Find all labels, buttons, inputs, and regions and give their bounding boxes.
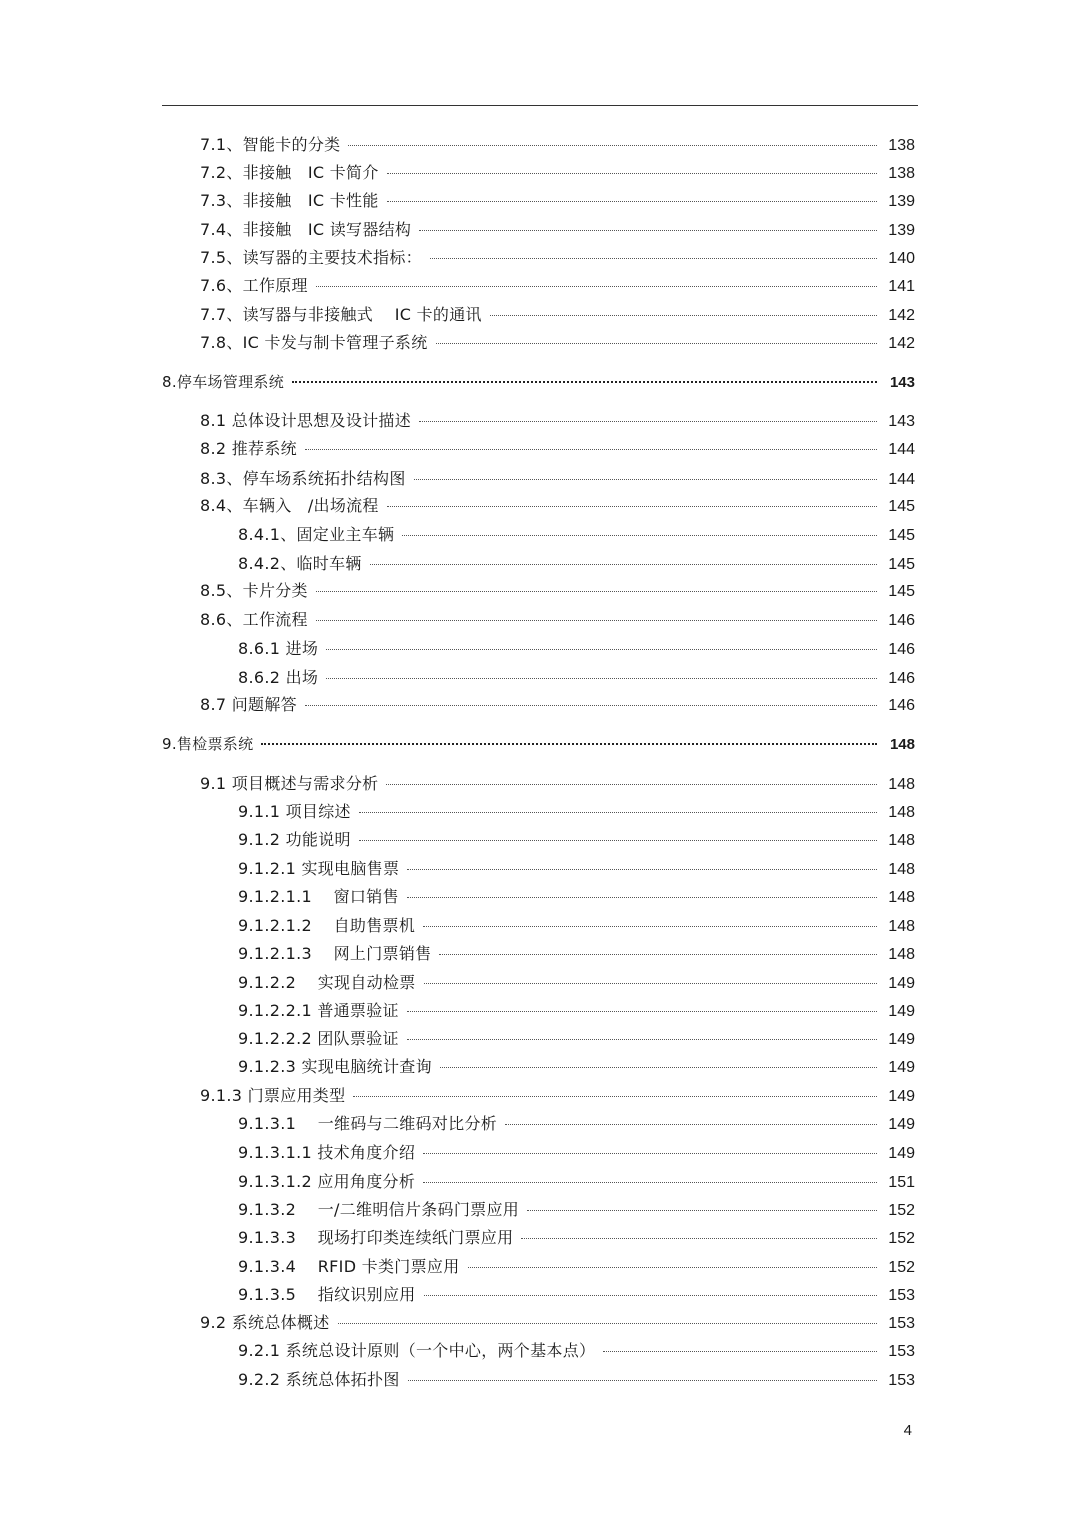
toc-entry-page: 141 bbox=[888, 278, 915, 295]
toc-dot-leader bbox=[407, 896, 877, 898]
toc-entry-row[interactable] bbox=[238, 971, 915, 995]
toc-entry-row[interactable] bbox=[238, 637, 915, 661]
toc-entry-label: 7.7、读写器与非接触式 IC 卡的通讯 bbox=[200, 305, 482, 324]
toc-dot-leader bbox=[387, 505, 877, 507]
toc-entry-row[interactable] bbox=[238, 885, 915, 909]
toc-dot-leader bbox=[419, 420, 877, 422]
toc-dot-leader bbox=[407, 1010, 877, 1012]
toc-entry-label: 9.1.3.4 RFID 卡类门票应用 bbox=[238, 1257, 460, 1276]
toc-entry-label: 8.1 总体设计思想及设计描述 bbox=[200, 411, 412, 430]
toc-entry-row[interactable] bbox=[200, 1311, 915, 1335]
toc-entry-row[interactable] bbox=[200, 189, 915, 213]
toc-entry-page: 151 bbox=[888, 1174, 915, 1191]
toc-dot-leader bbox=[370, 563, 877, 565]
toc-entry-label: 9.售检票系统 bbox=[162, 735, 254, 753]
toc-entry-page: 148 bbox=[888, 804, 915, 821]
toc-entry-label: 8.停车场管理系统 bbox=[162, 373, 285, 391]
toc-dot-leader bbox=[292, 380, 877, 383]
toc-entry-label: 9.2.2 系统总体拓扑图 bbox=[238, 1370, 400, 1389]
toc-entry-page: 152 bbox=[888, 1202, 915, 1219]
toc-entry-row[interactable] bbox=[238, 552, 915, 576]
toc-entry-page: 148 bbox=[888, 946, 915, 963]
toc-entry-page: 138 bbox=[888, 137, 915, 154]
toc-dot-leader bbox=[424, 1294, 877, 1296]
toc-chapter-row[interactable] bbox=[162, 732, 915, 756]
toc-entry-label: 7.2、非接触 IC 卡简介 bbox=[200, 163, 379, 182]
toc-entry-row[interactable] bbox=[200, 467, 915, 491]
toc-entry-page: 149 bbox=[888, 975, 915, 992]
toc-entry-page: 148 bbox=[888, 861, 915, 878]
toc-entry-row[interactable] bbox=[200, 246, 915, 270]
toc-entry-row[interactable] bbox=[200, 303, 915, 327]
toc-entry-row[interactable] bbox=[200, 161, 915, 185]
toc-dot-leader bbox=[305, 448, 877, 450]
toc-entry-label: 8.2 推荐系统 bbox=[200, 439, 297, 458]
toc-entry-label: 9.1.2.2.2 团队票验证 bbox=[238, 1029, 399, 1048]
toc-entry-label: 8.3、停车场系统拓扑结构图 bbox=[200, 469, 406, 488]
toc-entry-label: 8.4.2、临时车辆 bbox=[238, 554, 362, 573]
toc-entry-page: 153 bbox=[888, 1372, 915, 1389]
toc-entry-row[interactable] bbox=[200, 608, 915, 632]
toc-entry-page: 143 bbox=[889, 374, 915, 391]
toc-dot-leader bbox=[408, 1379, 877, 1381]
toc-dot-leader bbox=[387, 172, 877, 174]
toc-entry-row[interactable] bbox=[238, 1055, 915, 1079]
toc-entry-label: 7.8、IC 卡发与制卡管理子系统 bbox=[200, 333, 428, 352]
toc-entry-row[interactable] bbox=[200, 409, 915, 433]
toc-entry-page: 146 bbox=[888, 670, 915, 687]
toc-entry-label: 9.1.3 门票应用类型 bbox=[200, 1086, 346, 1105]
toc-entry-page: 144 bbox=[888, 441, 915, 458]
toc-dot-leader bbox=[316, 285, 877, 287]
toc-entry-row[interactable] bbox=[200, 274, 915, 298]
toc-entry-page: 146 bbox=[888, 641, 915, 658]
toc-entry-row[interactable] bbox=[238, 523, 915, 547]
toc-entry-row[interactable] bbox=[200, 133, 915, 157]
toc-entry-label: 9.1.2.2 实现自动检票 bbox=[238, 973, 416, 992]
toc-entry-row[interactable] bbox=[238, 1027, 915, 1051]
toc-entry-page: 145 bbox=[888, 498, 915, 515]
toc-dot-leader bbox=[305, 704, 877, 706]
toc-dot-leader bbox=[423, 925, 877, 927]
toc-entry-row[interactable] bbox=[238, 1368, 915, 1392]
toc-dot-leader bbox=[359, 839, 877, 841]
toc-dot-leader bbox=[353, 1095, 877, 1097]
toc-entry-page: 153 bbox=[888, 1315, 915, 1332]
toc-dot-leader bbox=[419, 229, 877, 231]
toc-entry-label: 7.4、非接触 IC 读写器结构 bbox=[200, 220, 412, 239]
toc-entry-row[interactable] bbox=[238, 914, 915, 938]
toc-dot-leader bbox=[468, 1266, 877, 1268]
toc-entry-label: 9.1.1 项目综述 bbox=[238, 802, 351, 821]
toc-entry-row[interactable] bbox=[238, 857, 915, 881]
toc-dot-leader bbox=[490, 314, 877, 316]
toc-entry-label: 9.1.2.2.1 普通票验证 bbox=[238, 1001, 399, 1020]
toc-entry-label: 9.1.3.1.1 技术角度介绍 bbox=[238, 1143, 416, 1162]
toc-chapter-row[interactable] bbox=[162, 370, 915, 394]
toc-dot-leader bbox=[439, 953, 877, 955]
toc-entry-page: 149 bbox=[888, 1003, 915, 1020]
toc-entry-row[interactable] bbox=[238, 1141, 915, 1165]
toc-entry-row[interactable] bbox=[238, 942, 915, 966]
toc-entry-row[interactable] bbox=[238, 1283, 915, 1307]
toc-entry-page: 148 bbox=[888, 889, 915, 906]
toc-entry-row[interactable] bbox=[238, 999, 915, 1023]
toc-entry-page: 139 bbox=[888, 193, 915, 210]
toc-entry-label: 9.1.3.1 一维码与二维码对比分析 bbox=[238, 1114, 498, 1133]
toc-entry-page: 153 bbox=[888, 1287, 915, 1304]
toc-dot-leader bbox=[359, 811, 877, 813]
toc-entry-label: 8.5、卡片分类 bbox=[200, 581, 308, 600]
toc-entry-row[interactable] bbox=[238, 828, 915, 852]
toc-entry-page: 140 bbox=[888, 250, 915, 267]
toc-entry-label: 8.7 问题解答 bbox=[200, 695, 297, 714]
toc-entry-page: 149 bbox=[888, 1088, 915, 1105]
toc-entry-page: 149 bbox=[888, 1116, 915, 1133]
toc-entry-label: 9.1.2.1.3 网上门票销售 bbox=[238, 944, 432, 963]
toc-entry-page: 142 bbox=[888, 335, 915, 352]
toc-dot-leader bbox=[430, 257, 877, 259]
toc-dot-leader bbox=[436, 342, 877, 344]
toc-entry-page: 143 bbox=[888, 413, 915, 430]
toc-dot-leader bbox=[407, 868, 877, 870]
toc-entry-page: 152 bbox=[888, 1259, 915, 1276]
toc-entry-page: 149 bbox=[888, 1031, 915, 1048]
toc-entry-label: 9.1.2.1 实现电脑售票 bbox=[238, 859, 400, 878]
toc-dot-leader bbox=[261, 742, 877, 745]
toc-entry-page: 146 bbox=[888, 697, 915, 714]
toc-entry-page: 149 bbox=[888, 1059, 915, 1076]
toc-entry-row[interactable] bbox=[200, 331, 915, 355]
toc-dot-leader bbox=[326, 648, 877, 650]
toc-entry-row[interactable] bbox=[238, 1339, 915, 1363]
toc-entry-page: 153 bbox=[888, 1343, 915, 1360]
toc-entry-row[interactable] bbox=[200, 1084, 915, 1108]
toc-entry-row[interactable] bbox=[238, 1226, 915, 1250]
toc-entry-label: 8.6、工作流程 bbox=[200, 610, 308, 629]
toc-entry-label: 9.1.3.2 一/二维明信片条码门票应用 bbox=[238, 1200, 520, 1219]
toc-dot-leader bbox=[505, 1123, 877, 1125]
toc-entry-page: 145 bbox=[888, 583, 915, 600]
toc-entry-row[interactable] bbox=[238, 1170, 915, 1194]
toc-entry-row[interactable] bbox=[238, 1112, 915, 1136]
toc-entry-label: 9.1.3.3 现场打印类连续纸门票应用 bbox=[238, 1228, 514, 1247]
toc-entry-label: 9.1.3.5 指纹识别应用 bbox=[238, 1285, 416, 1304]
toc-entry-page: 148 bbox=[889, 736, 915, 753]
toc-dot-leader bbox=[316, 619, 877, 621]
toc-entry-label: 9.1.3.1.2 应用角度分析 bbox=[238, 1172, 416, 1191]
toc-dot-leader bbox=[414, 478, 877, 480]
toc-dot-leader bbox=[386, 783, 877, 785]
toc-entry-page: 144 bbox=[888, 471, 915, 488]
toc-dot-leader bbox=[423, 1152, 877, 1154]
toc-dot-leader bbox=[348, 144, 877, 146]
toc-entry-label: 7.1、智能卡的分类 bbox=[200, 135, 341, 154]
toc-entry-label: 7.6、工作原理 bbox=[200, 276, 308, 295]
toc-dot-leader bbox=[387, 200, 877, 202]
toc-entry-page: 148 bbox=[888, 776, 915, 793]
toc-dot-leader bbox=[316, 590, 877, 592]
toc-entry-page: 139 bbox=[888, 222, 915, 239]
toc-entry-label: 9.2 系统总体概述 bbox=[200, 1313, 330, 1332]
toc-entry-page: 146 bbox=[888, 612, 915, 629]
toc-entry-row[interactable] bbox=[238, 1198, 915, 1222]
toc-entry-label: 8.6.2 出场 bbox=[238, 668, 319, 687]
toc-entry-page: 149 bbox=[888, 1145, 915, 1162]
toc-dot-leader bbox=[423, 1181, 877, 1183]
toc-entry-page: 138 bbox=[888, 165, 915, 182]
toc-entry-row[interactable] bbox=[200, 218, 915, 242]
toc-entry-row[interactable] bbox=[200, 437, 915, 461]
toc-entry-label: 9.1 项目概述与需求分析 bbox=[200, 774, 379, 793]
toc-entry-row[interactable] bbox=[238, 666, 915, 690]
toc-dot-leader bbox=[603, 1350, 877, 1352]
toc-entry-row[interactable] bbox=[238, 800, 915, 824]
toc-entry-label: 8.4.1、固定业主车辆 bbox=[238, 525, 395, 544]
toc-entry-page: 148 bbox=[888, 918, 915, 935]
toc-entry-label: 9.1.2.1.2 自助售票机 bbox=[238, 916, 416, 935]
toc-entry-row[interactable] bbox=[200, 693, 915, 717]
toc-entry-label: 9.1.2.3 实现电脑统计查询 bbox=[238, 1057, 432, 1076]
toc-dot-leader bbox=[527, 1209, 877, 1211]
toc-entry-label: 9.1.2.1.1 窗口销售 bbox=[238, 887, 399, 906]
toc-entry-row[interactable] bbox=[200, 579, 915, 603]
page-number: 4 bbox=[903, 1422, 912, 1439]
toc-dot-leader bbox=[338, 1322, 877, 1324]
toc-entry-label: 9.1.2 功能说明 bbox=[238, 830, 351, 849]
toc-entry-row[interactable] bbox=[200, 772, 915, 796]
toc-entry-page: 148 bbox=[888, 832, 915, 849]
header-rule bbox=[162, 105, 918, 106]
toc-entry-page: 142 bbox=[888, 307, 915, 324]
toc-entry-row[interactable] bbox=[238, 1255, 915, 1279]
toc-dot-leader bbox=[402, 534, 877, 536]
toc-entry-label: 8.6.1 进场 bbox=[238, 639, 319, 658]
toc-entry-row[interactable] bbox=[200, 494, 915, 518]
toc-entry-page: 145 bbox=[888, 527, 915, 544]
toc-entry-page: 145 bbox=[888, 556, 915, 573]
toc-entry-label: 7.5、读写器的主要技术指标： bbox=[200, 248, 422, 267]
toc-dot-leader bbox=[424, 982, 877, 984]
toc-dot-leader bbox=[407, 1038, 877, 1040]
toc-dot-leader bbox=[521, 1237, 877, 1239]
toc-entry-label: 8.4、车辆入 /出场流程 bbox=[200, 496, 379, 515]
toc-entry-page: 152 bbox=[888, 1230, 915, 1247]
toc-dot-leader bbox=[440, 1066, 877, 1068]
toc-dot-leader bbox=[326, 677, 877, 679]
toc-entry-label: 9.2.1 系统总设计原则（一个中心，两个基本点） bbox=[238, 1341, 596, 1360]
toc-entry-label: 7.3、非接触 IC 卡性能 bbox=[200, 191, 379, 210]
